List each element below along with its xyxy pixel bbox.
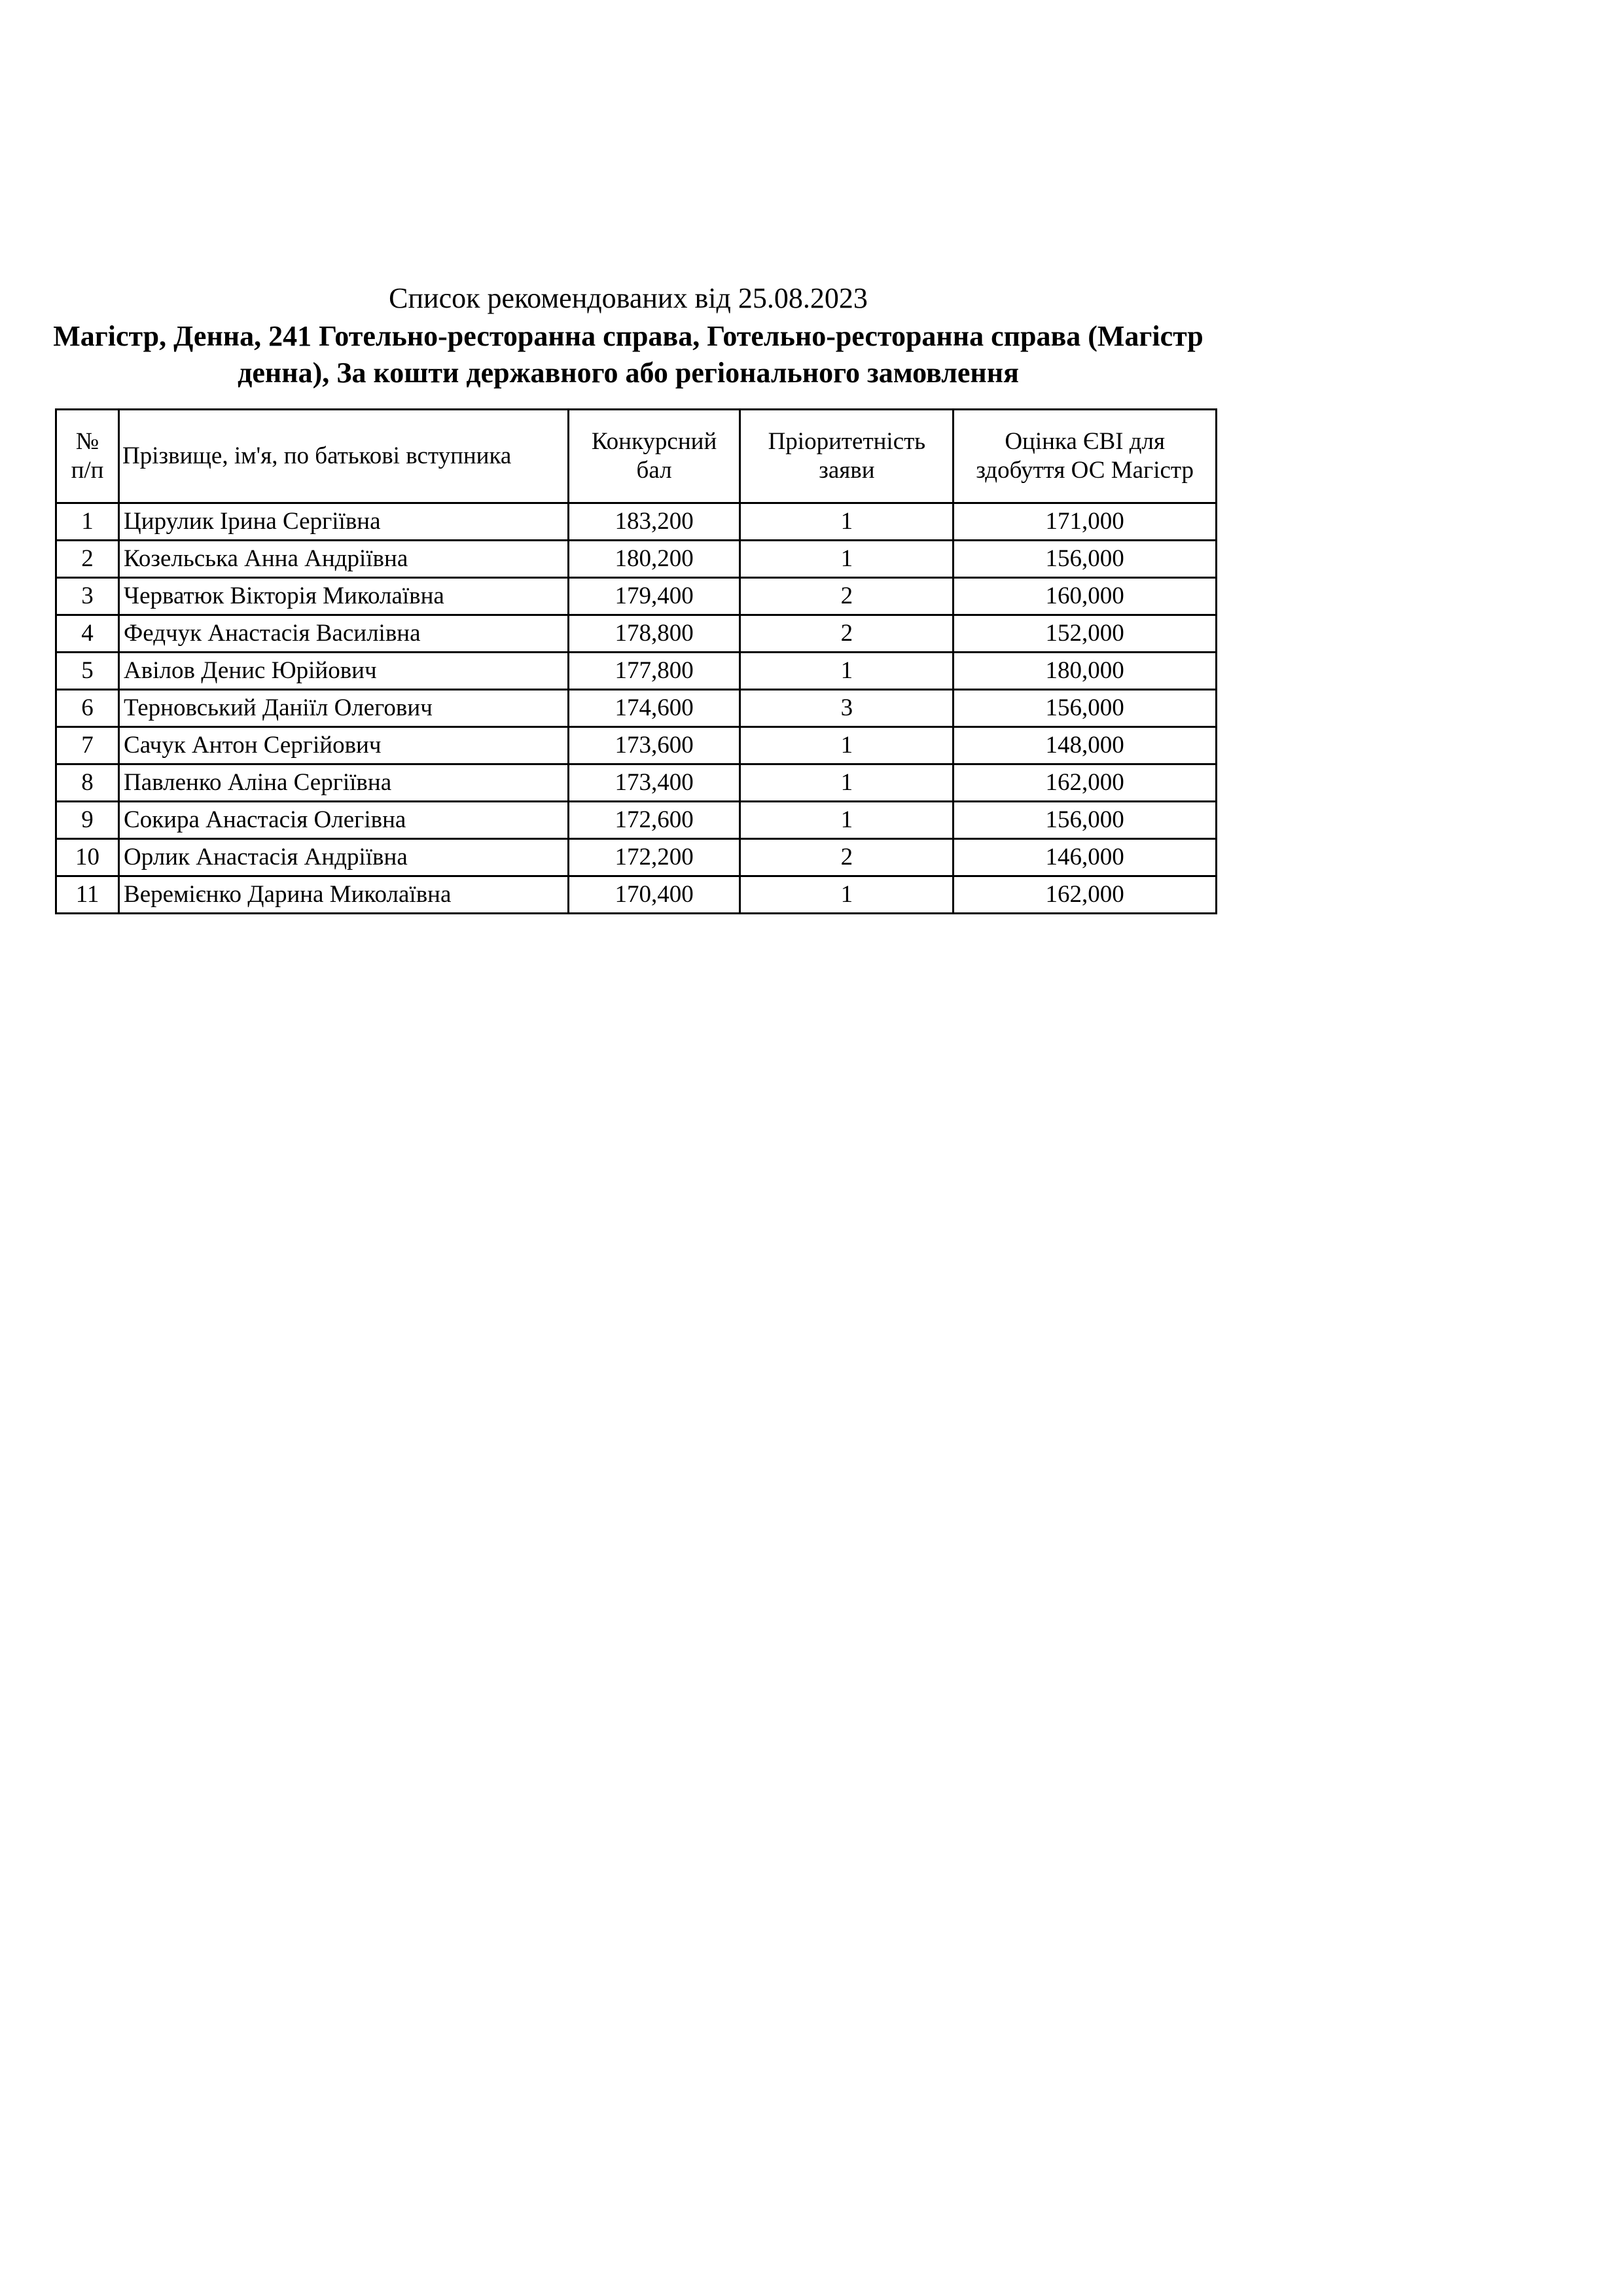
application-priority: 1 — [740, 503, 954, 541]
header-application-priority: Пріоритетність заяви — [740, 410, 954, 503]
table-body — [56, 503, 1217, 914]
application-priority: 1 — [740, 727, 954, 764]
evi-score: 162,000 — [954, 876, 1217, 914]
header-evi-score: Оцінка ЄВІ для здобуття ОС Магістр — [954, 410, 1217, 503]
applicant-name: Сачук Антон Сергійович — [119, 727, 569, 764]
header-full-name: Прізвище, ім'я, по батькові вступника — [119, 410, 569, 503]
header-competitive-score: Конкурсний бал — [568, 410, 740, 503]
evi-score: 180,000 — [954, 653, 1217, 690]
application-priority: 1 — [740, 876, 954, 914]
competitive-score: 172,200 — [568, 839, 740, 876]
row-number: 9 — [56, 802, 119, 839]
competitive-score: 170,400 — [568, 876, 740, 914]
competitive-score: 180,200 — [568, 541, 740, 578]
table-row — [56, 764, 1217, 802]
table-row — [56, 690, 1217, 727]
table-row — [56, 839, 1217, 876]
competitive-score: 172,600 — [568, 802, 740, 839]
row-number: 3 — [56, 578, 119, 615]
competitive-score: 179,400 — [568, 578, 740, 615]
table-row — [56, 653, 1217, 690]
table-row — [56, 876, 1217, 914]
table-row — [56, 802, 1217, 839]
evi-score: 171,000 — [954, 503, 1217, 541]
row-number: 2 — [56, 541, 119, 578]
table-row — [56, 541, 1217, 578]
competitive-score: 177,800 — [568, 653, 740, 690]
row-number: 4 — [56, 615, 119, 653]
competitive-score: 183,200 — [568, 503, 740, 541]
row-number: 7 — [56, 727, 119, 764]
row-number: 5 — [56, 653, 119, 690]
header-number — [56, 410, 119, 503]
applicant-name: Веремієнко Дарина Миколаївна — [119, 876, 569, 914]
competitive-score: 173,600 — [568, 727, 740, 764]
applicant-name: Сокира Анастасія Олегівна — [119, 802, 569, 839]
header-number-symbol: № — [75, 428, 99, 455]
row-number: 10 — [56, 839, 119, 876]
evi-score: 148,000 — [954, 727, 1217, 764]
application-priority: 2 — [740, 839, 954, 876]
recommended-list-table — [55, 408, 1217, 914]
applicant-name: Козельська Анна Андріївна — [119, 541, 569, 578]
evi-score: 156,000 — [954, 541, 1217, 578]
row-number: 6 — [56, 690, 119, 727]
evi-score: 156,000 — [954, 690, 1217, 727]
applicant-name: Черватюк Вікторія Миколаївна — [119, 578, 569, 615]
competitive-score: 178,800 — [568, 615, 740, 653]
application-priority: 2 — [740, 615, 954, 653]
table-row — [56, 503, 1217, 541]
application-priority: 3 — [740, 690, 954, 727]
evi-score: 160,000 — [954, 578, 1217, 615]
row-number: 1 — [56, 503, 119, 541]
evi-score: 156,000 — [954, 802, 1217, 839]
table-row — [56, 615, 1217, 653]
applicant-name: Цирулик Ірина Сергіївна — [119, 503, 569, 541]
applicant-name: Орлик Анастасія Андріївна — [119, 839, 569, 876]
competitive-score: 174,600 — [568, 690, 740, 727]
application-priority: 1 — [740, 802, 954, 839]
evi-score: 146,000 — [954, 839, 1217, 876]
application-priority: 1 — [740, 653, 954, 690]
application-priority: 1 — [740, 541, 954, 578]
table-row — [56, 727, 1217, 764]
application-priority: 2 — [740, 578, 954, 615]
applicant-name: Терновський Даніїл Олегович — [119, 690, 569, 727]
evi-score: 162,000 — [954, 764, 1217, 802]
header-number-abbr: п/п — [71, 457, 104, 484]
table-row — [56, 578, 1217, 615]
evi-score: 152,000 — [954, 615, 1217, 653]
page-title: Список рекомендованих від 25.08.2023 — [389, 282, 868, 314]
page-subtitle: Магістр, Денна, 241 Готельно-ресторанна справа, Готельно-ресторанна справа (Магістр денна), За кошти державного або регіонального замовлення — [53, 320, 1204, 389]
applicant-name: Авілов Денис Юрійович — [119, 653, 569, 690]
applicant-name: Павленко Аліна Сергіївна — [119, 764, 569, 802]
application-priority: 1 — [740, 764, 954, 802]
applicant-name: Федчук Анастасія Василівна — [119, 615, 569, 653]
competitive-score: 173,400 — [568, 764, 740, 802]
table-header-row — [56, 410, 1217, 503]
row-number: 11 — [56, 876, 119, 914]
row-number: 8 — [56, 764, 119, 802]
